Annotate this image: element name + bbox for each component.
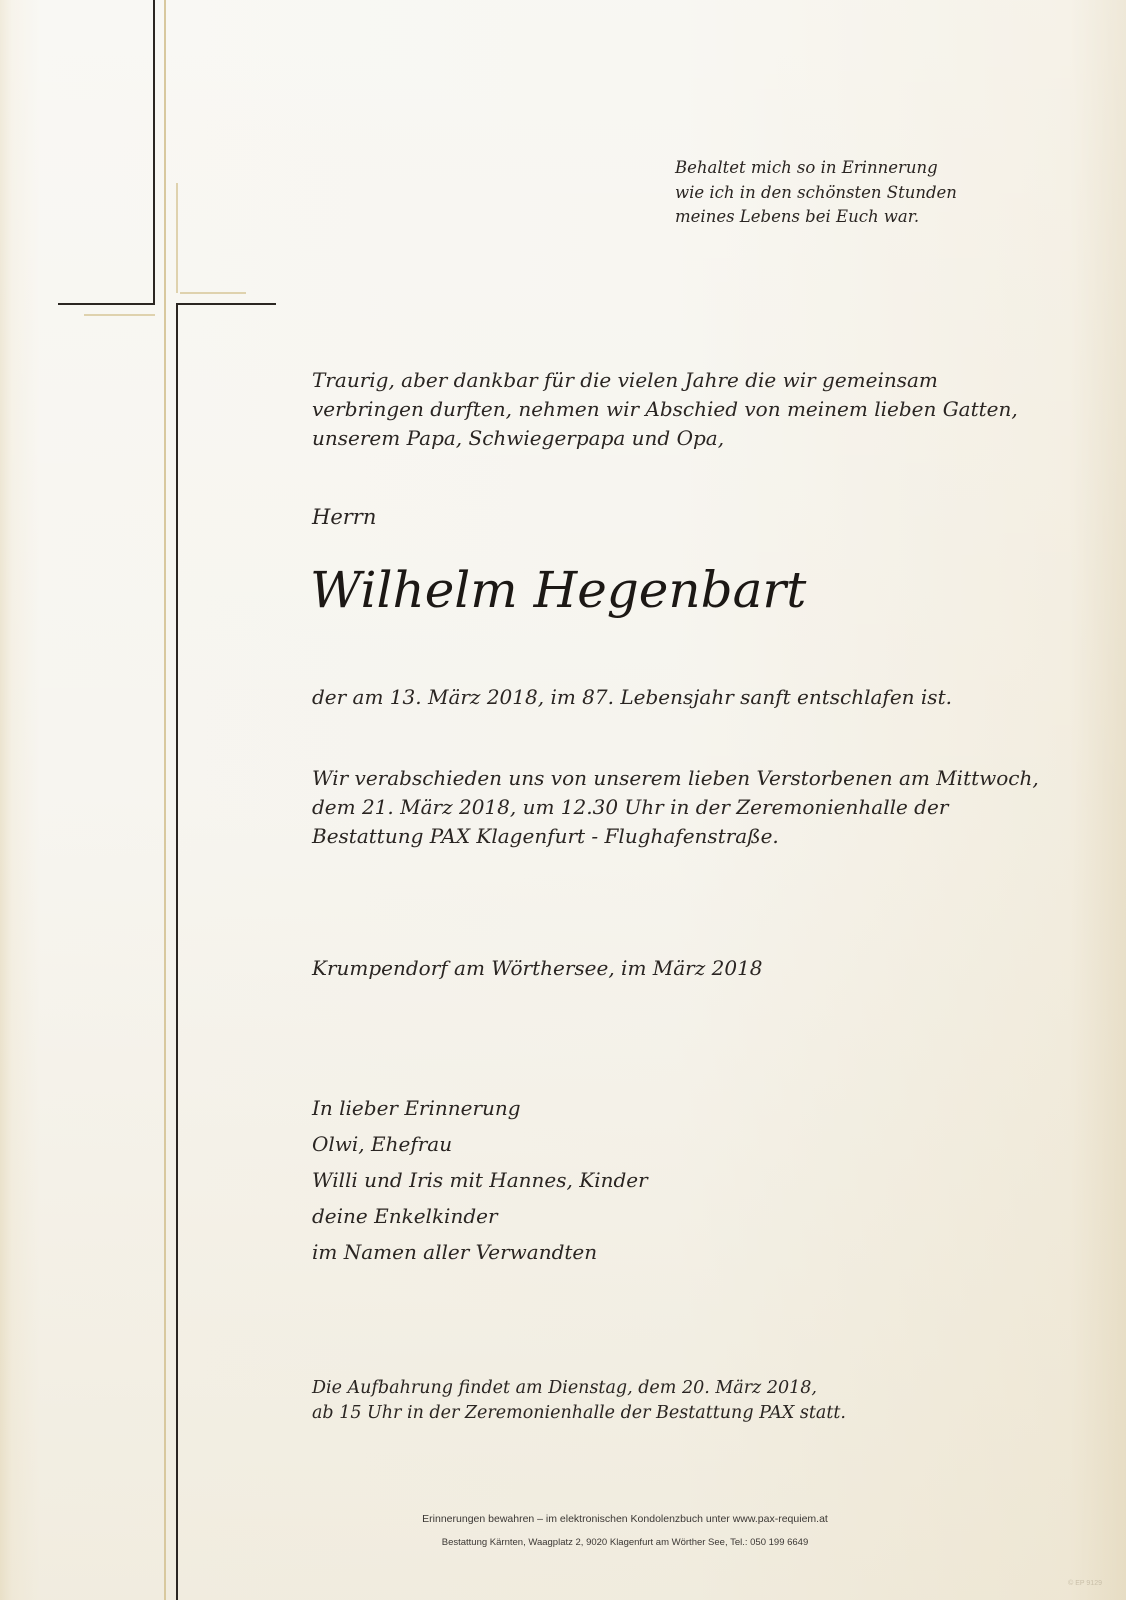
viewing-line: ab 15 Uhr in der Zeremonienhalle der Bestattung PAX statt.: [312, 1403, 846, 1423]
salutation: Herrn: [312, 505, 377, 529]
cross-vertical-dark-lower: [176, 303, 178, 1600]
deceased-name: Wilhelm Hegenbart: [310, 561, 807, 619]
farewell-line: dem 21. März 2018, um 12.30 Uhr in der Zeremonienhalle der: [312, 795, 949, 819]
intro-line: Traurig, aber dankbar für die vielen Jahre die wir gemeinsam: [312, 368, 938, 392]
motto-verse: [675, 156, 957, 230]
mourners-list: [312, 1090, 648, 1270]
cross-arm-right-dark: [176, 303, 276, 305]
cross-vertical-gold-upper: [176, 183, 178, 293]
mourners-line: In lieber Erinnerung: [312, 1096, 521, 1120]
mourners-line: Willi und Iris mit Hannes, Kinder: [312, 1168, 648, 1192]
motto-line: wie ich in den schönsten Stunden: [675, 182, 957, 202]
form-code: © EP 9129: [1068, 1580, 1102, 1587]
cross-vertical-gold-long: [164, 0, 166, 1600]
cross-arm-left-dark: [58, 303, 155, 305]
mourners-line: im Namen aller Verwandten: [312, 1240, 598, 1264]
death-notice: der am 13. März 2018, im 87. Lebensjahr sanft entschlafen ist.: [312, 685, 952, 709]
intro-line: unserem Papa, Schwiegerpapa und Opa,: [312, 426, 725, 450]
farewell-line: Bestattung PAX Klagenfurt - Flughafenstraße.: [312, 824, 779, 848]
place-date: Krumpendorf am Wörthersee, im März 2018: [312, 956, 763, 980]
footer-condolence: Erinnerungen bewahren – im elektronischen Kondolenzbuch unter www.pax-requiem.at: [422, 1513, 828, 1525]
cross-arm-left-gold: [84, 314, 155, 316]
cross-arm-right-gold: [180, 292, 246, 294]
viewing-notice: [312, 1376, 846, 1426]
motto-line: Behaltet mich so in Erinnerung: [675, 158, 938, 177]
intro-paragraph: [312, 366, 1018, 453]
farewell-line: Wir verabschieden uns von unserem lieben Verstorbenen am Mittwoch,: [312, 766, 1039, 790]
viewing-line: Die Aufbahrung findet am Dienstag, dem 20. März 2018,: [312, 1378, 817, 1398]
intro-line: verbringen durften, nehmen wir Abschied von meinem lieben Gatten,: [312, 397, 1018, 421]
farewell-paragraph: [312, 764, 1039, 851]
cross-vertical-dark-upper: [153, 0, 155, 305]
footer-address: Bestattung Kärnten, Waagplatz 2, 9020 Klagenfurt am Wörther See, Tel.: 050 199 6649: [441, 1537, 809, 1548]
motto-line: meines Lebens bei Euch war.: [675, 207, 920, 226]
mourners-line: Olwi, Ehefrau: [312, 1132, 453, 1156]
mourners-line: deine Enkelkinder: [312, 1204, 498, 1228]
